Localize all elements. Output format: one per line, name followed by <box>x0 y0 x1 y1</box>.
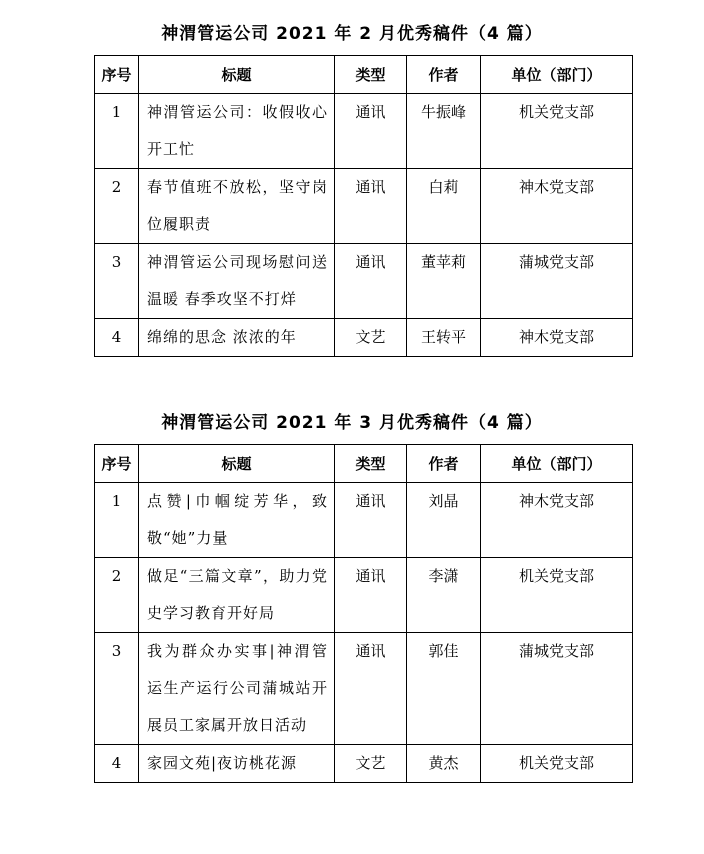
cell-unit: 神木党支部 <box>481 483 633 558</box>
cell-author: 董苹莉 <box>407 244 481 319</box>
cell-title: 神渭管运公司：收假收心开工忙 <box>139 94 335 169</box>
table-title: 神渭管运公司 2021 年 2 月优秀稿件（4 篇） <box>161 24 543 44</box>
header-title: 标题 <box>139 445 335 483</box>
cell-no: 4 <box>95 319 139 357</box>
manuscript-table-february <box>94 55 633 357</box>
header-unit: 单位（部门） <box>481 445 633 483</box>
table-row <box>95 483 633 558</box>
cell-author: 王转平 <box>407 319 481 357</box>
cell-no: 1 <box>95 94 139 169</box>
cell-no: 3 <box>95 633 139 745</box>
cell-no: 2 <box>95 169 139 244</box>
header-row <box>95 445 633 483</box>
table-row <box>95 745 633 783</box>
header-unit: 单位（部门） <box>481 56 633 94</box>
cell-author: 黄杰 <box>407 745 481 783</box>
table-row <box>95 319 633 357</box>
table-title: 神渭管运公司 2021 年 3 月优秀稿件（4 篇） <box>161 413 543 433</box>
header-no: 序号 <box>95 56 139 94</box>
header-type: 类型 <box>335 56 407 94</box>
cell-unit: 神木党支部 <box>481 319 633 357</box>
cell-author: 郭佳 <box>407 633 481 745</box>
table-row <box>95 244 633 319</box>
cell-unit: 机关党支部 <box>481 558 633 633</box>
cell-type: 文艺 <box>335 319 407 357</box>
cell-type: 通讯 <box>335 558 407 633</box>
cell-unit: 蒲城党支部 <box>481 244 633 319</box>
manuscript-table-march <box>94 444 633 783</box>
table-row <box>95 94 633 169</box>
header-author: 作者 <box>407 56 481 94</box>
cell-no: 1 <box>95 483 139 558</box>
cell-title: 绵绵的思念 浓浓的年 <box>139 319 335 357</box>
cell-type: 通讯 <box>335 244 407 319</box>
header-no: 序号 <box>95 445 139 483</box>
cell-no: 2 <box>95 558 139 633</box>
table-row <box>95 169 633 244</box>
cell-title: 做足“三篇文章”，助力党史学习教育开好局 <box>139 558 335 633</box>
cell-type: 通讯 <box>335 169 407 244</box>
header-row <box>95 56 633 94</box>
cell-type: 通讯 <box>335 633 407 745</box>
cell-type: 通讯 <box>335 483 407 558</box>
cell-title: 家园文苑|夜访桃花源 <box>139 745 335 783</box>
cell-unit: 机关党支部 <box>481 745 633 783</box>
cell-title: 我为群众办实事|神渭管运生产运行公司蒲城站开展员工家属开放日活动 <box>139 633 335 745</box>
table-row <box>95 558 633 633</box>
cell-no: 3 <box>95 244 139 319</box>
cell-unit: 神木党支部 <box>481 169 633 244</box>
cell-unit: 蒲城党支部 <box>481 633 633 745</box>
cell-title: 神渭管运公司现场慰问送温暖 春季攻坚不打烊 <box>139 244 335 319</box>
cell-unit: 机关党支部 <box>481 94 633 169</box>
cell-title: 点赞|巾帼绽芳华，致敬“她”力量 <box>139 483 335 558</box>
cell-type: 通讯 <box>335 94 407 169</box>
table-section-february <box>0 20 704 48</box>
header-title: 标题 <box>139 56 335 94</box>
header-type: 类型 <box>335 445 407 483</box>
table-row <box>95 633 633 745</box>
table-section-march <box>0 409 704 437</box>
cell-author: 李潇 <box>407 558 481 633</box>
cell-type: 文艺 <box>335 745 407 783</box>
cell-author: 白莉 <box>407 169 481 244</box>
cell-author: 刘晶 <box>407 483 481 558</box>
cell-author: 牛振峰 <box>407 94 481 169</box>
cell-title: 春节值班不放松，坚守岗位履职责 <box>139 169 335 244</box>
header-author: 作者 <box>407 445 481 483</box>
cell-no: 4 <box>95 745 139 783</box>
